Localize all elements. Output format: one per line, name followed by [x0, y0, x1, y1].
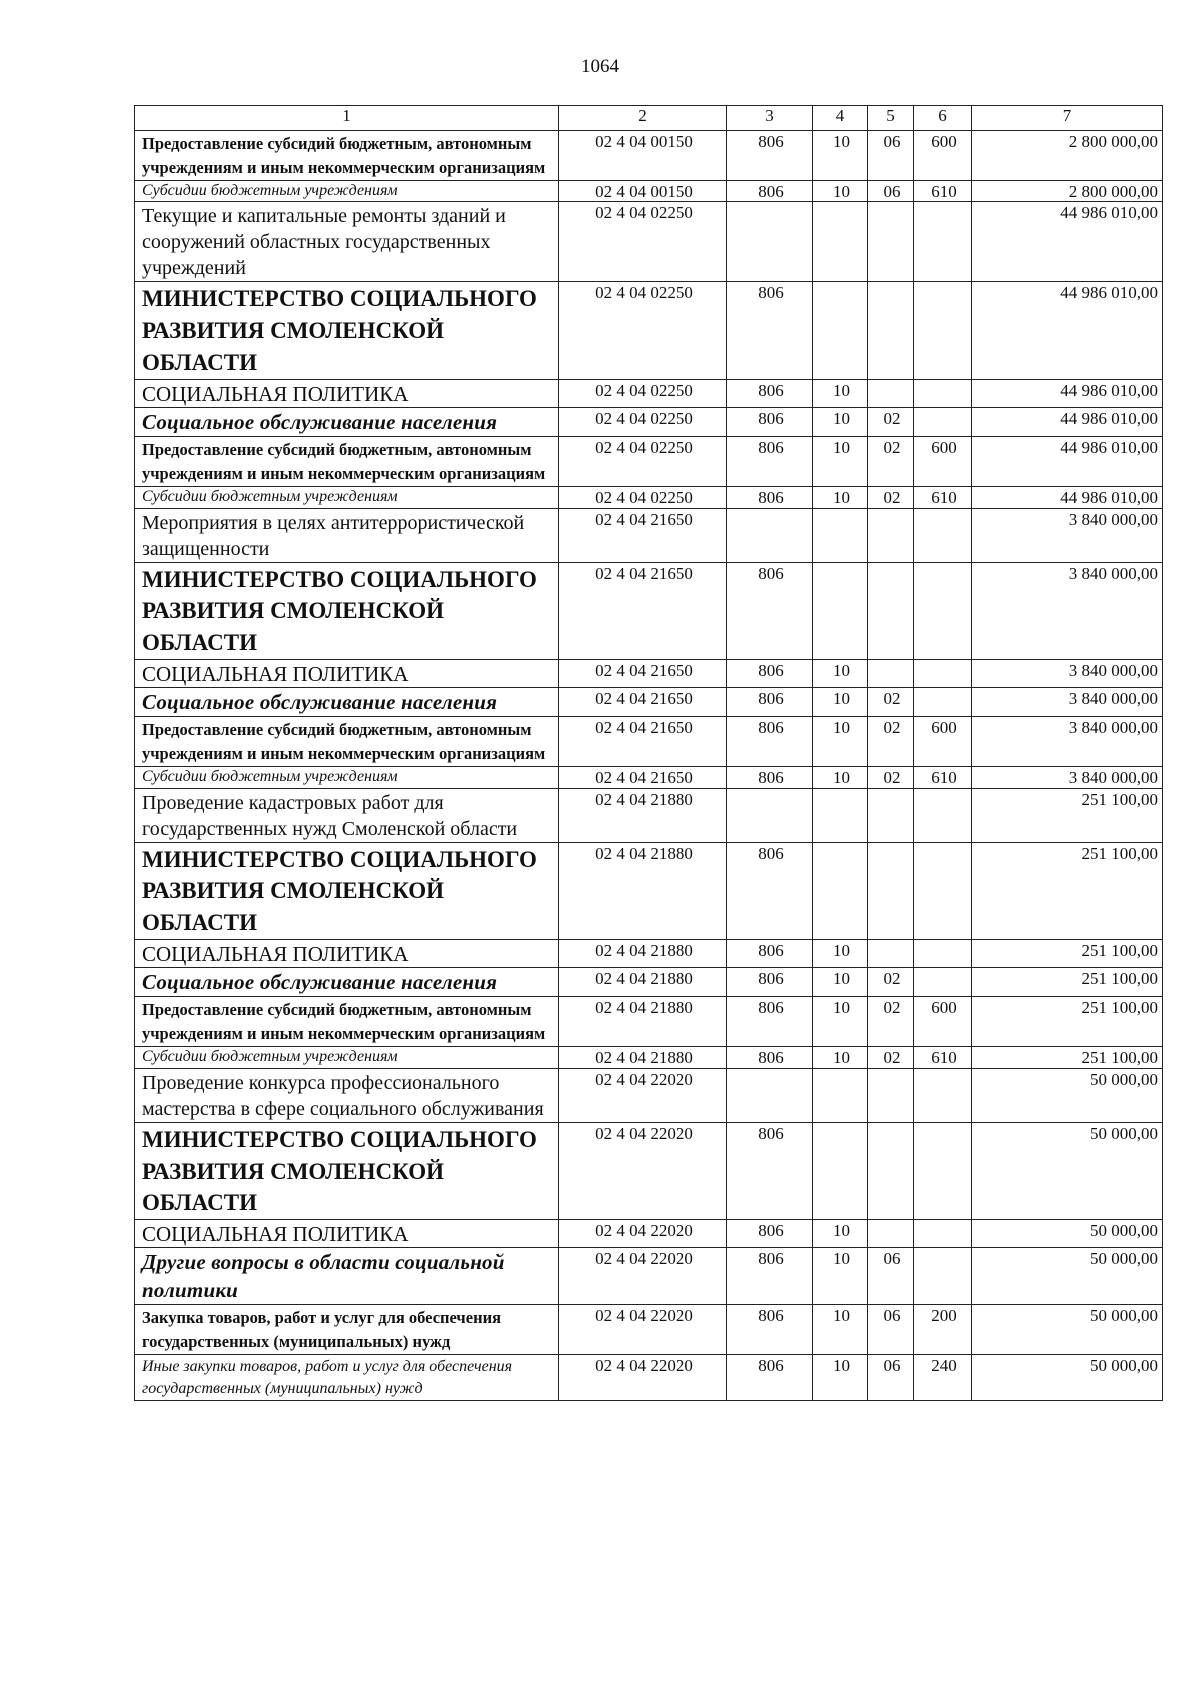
- row-section-code: [813, 202, 868, 282]
- row-subsection-code: 02: [868, 997, 914, 1047]
- row-name: Закупка товаров, работ и услуг для обеспечения государственных (муниципальных) нужд: [135, 1304, 559, 1354]
- row-name: Мероприятия в целях антитеррористической защищенности: [135, 508, 559, 562]
- row-name: Предоставление субсидий бюджетным, автономным учреждениям и иным некоммерческим организациям: [135, 717, 559, 767]
- row-target-code: 02 4 04 21880: [559, 997, 727, 1047]
- row-amount: 50 000,00: [972, 1354, 1163, 1401]
- row-target-code: 02 4 04 00150: [559, 180, 727, 202]
- row-subsection-code: 02: [868, 407, 914, 436]
- row-subsection-code: 02: [868, 1047, 914, 1069]
- row-target-code: 02 4 04 21880: [559, 788, 727, 842]
- row-section-code: 10: [813, 1354, 868, 1401]
- table-row: [135, 486, 1163, 508]
- row-name: МИНИСТЕРСТВО СОЦИАЛЬНОГО РАЗВИТИЯ СМОЛЕНСКОЙ ОБЛАСТИ: [135, 562, 559, 659]
- row-target-code: 02 4 04 21880: [559, 939, 727, 967]
- row-target-code: 02 4 04 21650: [559, 508, 727, 562]
- column-header: 7: [972, 106, 1163, 131]
- row-subsection-code: 02: [868, 968, 914, 997]
- row-section-code: 10: [813, 486, 868, 508]
- row-expense-type: [914, 1068, 972, 1122]
- row-name: Субсидии бюджетным учреждениям: [135, 1047, 559, 1069]
- row-expense-type: 610: [914, 180, 972, 202]
- row-target-code: 02 4 04 21880: [559, 1047, 727, 1069]
- row-target-code: 02 4 04 22020: [559, 1304, 727, 1354]
- row-target-code: 02 4 04 21650: [559, 717, 727, 767]
- row-grbs: 806: [727, 1047, 813, 1069]
- column-header: 3: [727, 106, 813, 131]
- row-expense-type: [914, 788, 972, 842]
- row-expense-type: [914, 1220, 972, 1248]
- row-grbs: 806: [727, 131, 813, 181]
- row-grbs: 806: [727, 562, 813, 659]
- row-target-code: 02 4 04 02250: [559, 437, 727, 487]
- row-grbs: [727, 508, 813, 562]
- row-section-code: 10: [813, 717, 868, 767]
- table-row: [135, 202, 1163, 282]
- row-target-code: 02 4 04 00150: [559, 131, 727, 181]
- table-row: [135, 717, 1163, 767]
- row-target-code: 02 4 04 22020: [559, 1220, 727, 1248]
- row-expense-type: 600: [914, 997, 972, 1047]
- row-subsection-code: 02: [868, 767, 914, 789]
- row-grbs: 806: [727, 842, 813, 939]
- table-row: [135, 562, 1163, 659]
- row-subsection-code: [868, 659, 914, 687]
- row-section-code: 10: [813, 687, 868, 716]
- row-subsection-code: 06: [868, 1304, 914, 1354]
- row-grbs: 806: [727, 486, 813, 508]
- row-subsection-code: [868, 788, 914, 842]
- row-expense-type: [914, 1248, 972, 1305]
- row-name: Предоставление субсидий бюджетным, автономным учреждениям и иным некоммерческим организациям: [135, 997, 559, 1047]
- row-grbs: 806: [727, 437, 813, 487]
- row-grbs: 806: [727, 717, 813, 767]
- table-row: [135, 1304, 1163, 1354]
- row-expense-type: 240: [914, 1354, 972, 1401]
- row-target-code: 02 4 04 21650: [559, 687, 727, 716]
- row-section-code: 10: [813, 407, 868, 436]
- row-expense-type: [914, 282, 972, 379]
- row-expense-type: 600: [914, 131, 972, 181]
- row-amount: 3 840 000,00: [972, 687, 1163, 716]
- row-section-code: [813, 1122, 868, 1219]
- row-expense-type: [914, 659, 972, 687]
- row-name: СОЦИАЛЬНАЯ ПОЛИТИКА: [135, 659, 559, 687]
- row-name: Проведение конкурса профессионального мастерства в сфере социального обслуживания: [135, 1068, 559, 1122]
- table-row: [135, 767, 1163, 789]
- row-amount: 44 986 010,00: [972, 379, 1163, 407]
- row-section-code: [813, 788, 868, 842]
- table-row: [135, 131, 1163, 181]
- table-row: [135, 788, 1163, 842]
- row-name: Социальное обслуживание населения: [135, 968, 559, 997]
- row-subsection-code: 02: [868, 437, 914, 487]
- row-amount: 44 986 010,00: [972, 202, 1163, 282]
- table-row: [135, 968, 1163, 997]
- row-section-code: 10: [813, 659, 868, 687]
- table-row: [135, 1354, 1163, 1401]
- row-name: Предоставление субсидий бюджетным, автономным учреждениям и иным некоммерческим организациям: [135, 437, 559, 487]
- row-expense-type: 600: [914, 717, 972, 767]
- row-target-code: 02 4 04 02250: [559, 486, 727, 508]
- row-amount: 2 800 000,00: [972, 180, 1163, 202]
- row-subsection-code: 06: [868, 131, 914, 181]
- row-target-code: 02 4 04 21650: [559, 767, 727, 789]
- row-expense-type: [914, 968, 972, 997]
- table-row: [135, 1047, 1163, 1069]
- row-section-code: 10: [813, 180, 868, 202]
- table-row: [135, 407, 1163, 436]
- row-section-code: 10: [813, 1220, 868, 1248]
- row-name: Субсидии бюджетным учреждениям: [135, 767, 559, 789]
- row-expense-type: [914, 508, 972, 562]
- row-target-code: 02 4 04 21880: [559, 842, 727, 939]
- row-grbs: 806: [727, 1354, 813, 1401]
- row-grbs: 806: [727, 1220, 813, 1248]
- row-grbs: 806: [727, 1304, 813, 1354]
- row-name: СОЦИАЛЬНАЯ ПОЛИТИКА: [135, 1220, 559, 1248]
- row-section-code: 10: [813, 437, 868, 487]
- row-expense-type: [914, 379, 972, 407]
- row-name: СОЦИАЛЬНАЯ ПОЛИТИКА: [135, 939, 559, 967]
- row-target-code: 02 4 04 21880: [559, 968, 727, 997]
- row-expense-type: [914, 407, 972, 436]
- row-subsection-code: 02: [868, 486, 914, 508]
- table-row: [135, 1248, 1163, 1305]
- row-grbs: [727, 788, 813, 842]
- column-header: 1: [135, 106, 559, 131]
- table-row: [135, 508, 1163, 562]
- row-name: СОЦИАЛЬНАЯ ПОЛИТИКА: [135, 379, 559, 407]
- row-target-code: 02 4 04 02250: [559, 282, 727, 379]
- row-grbs: 806: [727, 1248, 813, 1305]
- row-section-code: 10: [813, 379, 868, 407]
- row-subsection-code: [868, 939, 914, 967]
- row-expense-type: 600: [914, 437, 972, 487]
- column-header: 4: [813, 106, 868, 131]
- row-grbs: 806: [727, 939, 813, 967]
- budget-table: [134, 105, 1163, 1401]
- row-name: Социальное обслуживание населения: [135, 687, 559, 716]
- table-row: [135, 180, 1163, 202]
- row-amount: 3 840 000,00: [972, 659, 1163, 687]
- table-body: [135, 131, 1163, 1401]
- row-subsection-code: [868, 1122, 914, 1219]
- row-amount: 3 840 000,00: [972, 767, 1163, 789]
- row-subsection-code: 06: [868, 1248, 914, 1305]
- table-row: [135, 659, 1163, 687]
- row-expense-type: 610: [914, 486, 972, 508]
- row-section-code: [813, 1068, 868, 1122]
- table-row: [135, 939, 1163, 967]
- row-amount: 3 840 000,00: [972, 717, 1163, 767]
- table-row: [135, 437, 1163, 487]
- row-name: Субсидии бюджетным учреждениям: [135, 486, 559, 508]
- row-amount: 251 100,00: [972, 939, 1163, 967]
- row-amount: 3 840 000,00: [972, 562, 1163, 659]
- row-subsection-code: [868, 202, 914, 282]
- row-grbs: 806: [727, 968, 813, 997]
- row-amount: 44 986 010,00: [972, 282, 1163, 379]
- column-header: 6: [914, 106, 972, 131]
- table-row: [135, 687, 1163, 716]
- row-name: МИНИСТЕРСТВО СОЦИАЛЬНОГО РАЗВИТИЯ СМОЛЕНСКОЙ ОБЛАСТИ: [135, 1122, 559, 1219]
- table-row: [135, 842, 1163, 939]
- row-grbs: 806: [727, 1122, 813, 1219]
- row-target-code: 02 4 04 22020: [559, 1068, 727, 1122]
- row-subsection-code: [868, 1068, 914, 1122]
- row-amount: 251 100,00: [972, 842, 1163, 939]
- row-amount: 3 840 000,00: [972, 508, 1163, 562]
- row-amount: 50 000,00: [972, 1068, 1163, 1122]
- row-section-code: [813, 562, 868, 659]
- row-grbs: 806: [727, 687, 813, 716]
- row-subsection-code: 06: [868, 1354, 914, 1401]
- row-amount: 50 000,00: [972, 1248, 1163, 1305]
- row-subsection-code: 02: [868, 687, 914, 716]
- row-expense-type: [914, 202, 972, 282]
- row-grbs: 806: [727, 767, 813, 789]
- row-amount: 251 100,00: [972, 968, 1163, 997]
- row-amount: 251 100,00: [972, 788, 1163, 842]
- row-section-code: [813, 508, 868, 562]
- row-name: МИНИСТЕРСТВО СОЦИАЛЬНОГО РАЗВИТИЯ СМОЛЕНСКОЙ ОБЛАСТИ: [135, 282, 559, 379]
- row-subsection-code: 06: [868, 180, 914, 202]
- row-amount: 251 100,00: [972, 997, 1163, 1047]
- table-row: [135, 1220, 1163, 1248]
- row-amount: 251 100,00: [972, 1047, 1163, 1069]
- row-section-code: 10: [813, 939, 868, 967]
- row-grbs: 806: [727, 180, 813, 202]
- row-target-code: 02 4 04 22020: [559, 1354, 727, 1401]
- row-subsection-code: [868, 1220, 914, 1248]
- row-section-code: [813, 842, 868, 939]
- row-subsection-code: [868, 282, 914, 379]
- row-section-code: 10: [813, 1248, 868, 1305]
- row-name: Другие вопросы в области социальной политики: [135, 1248, 559, 1305]
- row-grbs: [727, 202, 813, 282]
- row-subsection-code: [868, 842, 914, 939]
- row-target-code: 02 4 04 02250: [559, 379, 727, 407]
- row-expense-type: [914, 562, 972, 659]
- row-expense-type: 610: [914, 1047, 972, 1069]
- row-amount: 44 986 010,00: [972, 486, 1163, 508]
- row-grbs: 806: [727, 282, 813, 379]
- row-target-code: 02 4 04 21650: [559, 562, 727, 659]
- table-row: [135, 379, 1163, 407]
- row-amount: 50 000,00: [972, 1304, 1163, 1354]
- row-subsection-code: [868, 562, 914, 659]
- row-subsection-code: 02: [868, 717, 914, 767]
- row-name: Текущие и капитальные ремонты зданий и сооружений областных государственных учреждений: [135, 202, 559, 282]
- table-row: [135, 1122, 1163, 1219]
- row-section-code: 10: [813, 968, 868, 997]
- row-grbs: 806: [727, 997, 813, 1047]
- row-section-code: 10: [813, 997, 868, 1047]
- row-subsection-code: [868, 508, 914, 562]
- row-name: Субсидии бюджетным учреждениям: [135, 180, 559, 202]
- row-target-code: 02 4 04 22020: [559, 1122, 727, 1219]
- row-expense-type: [914, 687, 972, 716]
- row-target-code: 02 4 04 22020: [559, 1248, 727, 1305]
- row-expense-type: 200: [914, 1304, 972, 1354]
- row-grbs: 806: [727, 379, 813, 407]
- table-row: [135, 997, 1163, 1047]
- row-amount: 44 986 010,00: [972, 407, 1163, 436]
- row-name: МИНИСТЕРСТВО СОЦИАЛЬНОГО РАЗВИТИЯ СМОЛЕНСКОЙ ОБЛАСТИ: [135, 842, 559, 939]
- row-section-code: 10: [813, 1047, 868, 1069]
- row-subsection-code: [868, 379, 914, 407]
- row-amount: 50 000,00: [972, 1122, 1163, 1219]
- row-expense-type: 610: [914, 767, 972, 789]
- row-amount: 2 800 000,00: [972, 131, 1163, 181]
- column-header: 5: [868, 106, 914, 131]
- page-number: 1064: [581, 56, 619, 77]
- row-section-code: 10: [813, 767, 868, 789]
- table-row: [135, 282, 1163, 379]
- row-section-code: [813, 282, 868, 379]
- row-amount: 50 000,00: [972, 1220, 1163, 1248]
- row-name: Социальное обслуживание населения: [135, 407, 559, 436]
- column-header: 2: [559, 106, 727, 131]
- row-target-code: 02 4 04 21650: [559, 659, 727, 687]
- row-grbs: [727, 1068, 813, 1122]
- row-section-code: 10: [813, 131, 868, 181]
- row-section-code: 10: [813, 1304, 868, 1354]
- row-expense-type: [914, 1122, 972, 1219]
- row-name: Иные закупки товаров, работ и услуг для обеспечения государственных (муниципальных) нужд: [135, 1354, 559, 1401]
- row-name: Проведение кадастровых работ для государственных нужд Смоленской области: [135, 788, 559, 842]
- row-expense-type: [914, 842, 972, 939]
- header-row: [135, 106, 1163, 131]
- table-row: [135, 1068, 1163, 1122]
- row-amount: 44 986 010,00: [972, 437, 1163, 487]
- row-expense-type: [914, 939, 972, 967]
- row-grbs: 806: [727, 659, 813, 687]
- row-target-code: 02 4 04 02250: [559, 202, 727, 282]
- row-grbs: 806: [727, 407, 813, 436]
- row-target-code: 02 4 04 02250: [559, 407, 727, 436]
- row-name: Предоставление субсидий бюджетным, автономным учреждениям и иным некоммерческим организациям: [135, 131, 559, 181]
